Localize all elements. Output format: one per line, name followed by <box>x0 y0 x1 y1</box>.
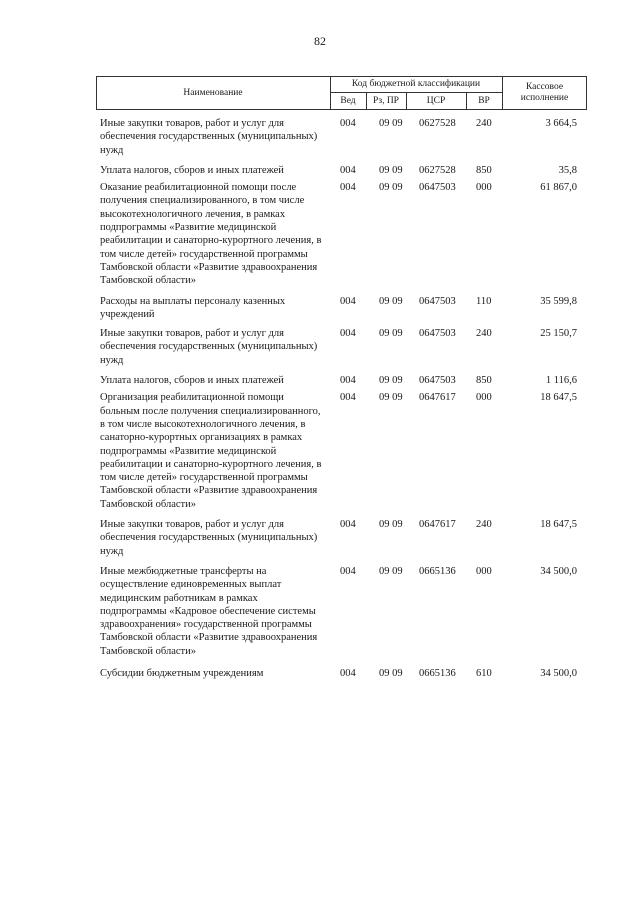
table-row <box>96 518 587 558</box>
row-name: Иные закупки товаров, работ и услуг для обеспечения государственных (муниципальных) нужд <box>100 118 318 156</box>
row-csr: 0627528 <box>419 118 456 129</box>
header-budget-code: Код бюджетной классификации <box>351 79 481 89</box>
row-vr: 850 <box>476 375 492 387</box>
row-ved: 004 <box>340 164 356 176</box>
row-rz-pr: 09 09 <box>379 519 403 531</box>
row-rz-pr: 09 09 <box>379 118 403 129</box>
row-ved: 004 <box>340 375 356 387</box>
row-rz-pr: 09 09 <box>379 667 403 679</box>
row-amount: 3 664,5 <box>545 118 577 129</box>
page-number: 82 <box>314 34 326 48</box>
table-row <box>96 327 587 367</box>
row-rz-pr: 09 09 <box>379 328 403 340</box>
row-ved: 004 <box>340 667 356 679</box>
row-vr: 000 <box>476 392 492 404</box>
row-name: Иные закупки товаров, работ и услуг для обеспечения государственных (муниципальных) нужд <box>100 519 318 557</box>
header-bottom-border <box>96 109 587 110</box>
row-name: Субсидии бюджетным учреждениям <box>100 667 264 679</box>
row-csr: 0647503 <box>419 295 456 307</box>
row-amount: 34 500,0 <box>540 565 577 577</box>
row-name: Иные межбюджетные трансферты на осуществление единовременных выплат медицинским работникам в рамках подпрограммы «Кадровое обеспечение системы здравоохранения» государственной программы Тамбовской области «Развитие здравоохранения Тамбовской области» <box>100 565 318 657</box>
header-name: Наименование <box>183 88 243 98</box>
row-amount: 1 116,6 <box>545 375 577 387</box>
row-amount: 61 867,0 <box>540 182 577 194</box>
row-vr: 850 <box>476 164 492 176</box>
table-header <box>96 76 587 110</box>
table-row <box>96 164 587 177</box>
row-csr: 0647503 <box>419 375 456 387</box>
row-rz-pr: 09 09 <box>379 164 403 176</box>
row-name: Уплата налогов, сборов и иных платежей <box>100 375 284 387</box>
row-csr: 0647503 <box>419 328 456 340</box>
row-rz-pr: 09 09 <box>379 295 403 307</box>
row-csr: 0665136 <box>419 667 456 679</box>
row-rz-pr: 09 09 <box>379 392 403 404</box>
header-vr: ВР <box>478 96 490 106</box>
header-top-border <box>96 76 587 77</box>
row-name: Расходы на выплаты персоналу казенных учреждений <box>100 295 286 320</box>
row-ved: 004 <box>340 295 356 307</box>
row-ved: 004 <box>340 118 356 129</box>
row-ved: 004 <box>340 519 356 531</box>
table-row <box>96 295 587 322</box>
table-row <box>96 117 587 157</box>
row-amount: 35,8 <box>558 164 577 176</box>
table-row <box>96 565 587 658</box>
row-name: Уплата налогов, сборов и иных платежей <box>100 164 284 176</box>
header-rz-pr: Рз, ПР <box>373 96 399 106</box>
row-csr: 0647503 <box>419 182 456 194</box>
row-vr: 240 <box>476 118 492 129</box>
header-subrow-border <box>330 92 502 93</box>
row-ved: 004 <box>340 182 356 194</box>
row-ved: 004 <box>340 328 356 340</box>
row-rz-pr: 09 09 <box>379 182 403 194</box>
table-row <box>96 391 587 511</box>
row-amount: 18 647,5 <box>540 519 577 531</box>
row-name: Оказание реабилитационной помощи после получения специализированного, в том числе высокотехнологичного лечения, в рамках подпрограммы «Развитие медицинской реабилитации и санаторно-курортного лечения, в том числе детей» государственной программы Тамбовской области «Развитие здравоохранения Тамбовской области» <box>100 182 322 287</box>
row-vr: 000 <box>476 182 492 194</box>
row-amount: 34 500,0 <box>540 667 577 679</box>
row-rz-pr: 09 09 <box>379 375 403 387</box>
row-csr: 0665136 <box>419 565 456 577</box>
header-ved: Вед <box>340 96 356 106</box>
table-row <box>96 667 587 680</box>
row-ved: 004 <box>340 565 356 577</box>
header-execution-line1: Кассовое <box>525 82 564 92</box>
row-csr: 0627528 <box>419 164 456 176</box>
table-row <box>96 181 587 287</box>
header-execution <box>502 82 587 104</box>
header-csr: ЦСР <box>426 96 446 106</box>
row-vr: 000 <box>476 565 492 577</box>
row-csr: 0647617 <box>419 519 456 531</box>
table-row <box>96 374 587 387</box>
row-ved: 004 <box>340 392 356 404</box>
row-amount: 35 599,8 <box>540 295 577 307</box>
row-name: Организация реабилитационной помощи больным после получения специализированного, в том числе высокотехнологичного лечения, в санаторно-курортных организациях в рамках подпрограммы «Развитие медицинской реабилитации и санаторно-курортного лечения, в том числе детей» государственной программы Тамбовской области «Развитие здравоохранения Тамбовской области» <box>100 392 322 510</box>
table-body <box>96 117 587 680</box>
row-name: Иные закупки товаров, работ и услуг для обеспечения государственных (муниципальных) нужд <box>100 328 318 366</box>
row-amount: 18 647,5 <box>540 392 577 404</box>
row-vr: 240 <box>476 519 492 531</box>
row-vr: 240 <box>476 328 492 340</box>
row-rz-pr: 09 09 <box>379 565 403 577</box>
header-execution-line2: исполнение <box>520 93 569 103</box>
row-csr: 0647617 <box>419 392 456 404</box>
row-vr: 610 <box>476 667 492 679</box>
row-amount: 25 150,7 <box>540 328 577 340</box>
row-vr: 110 <box>476 295 492 307</box>
